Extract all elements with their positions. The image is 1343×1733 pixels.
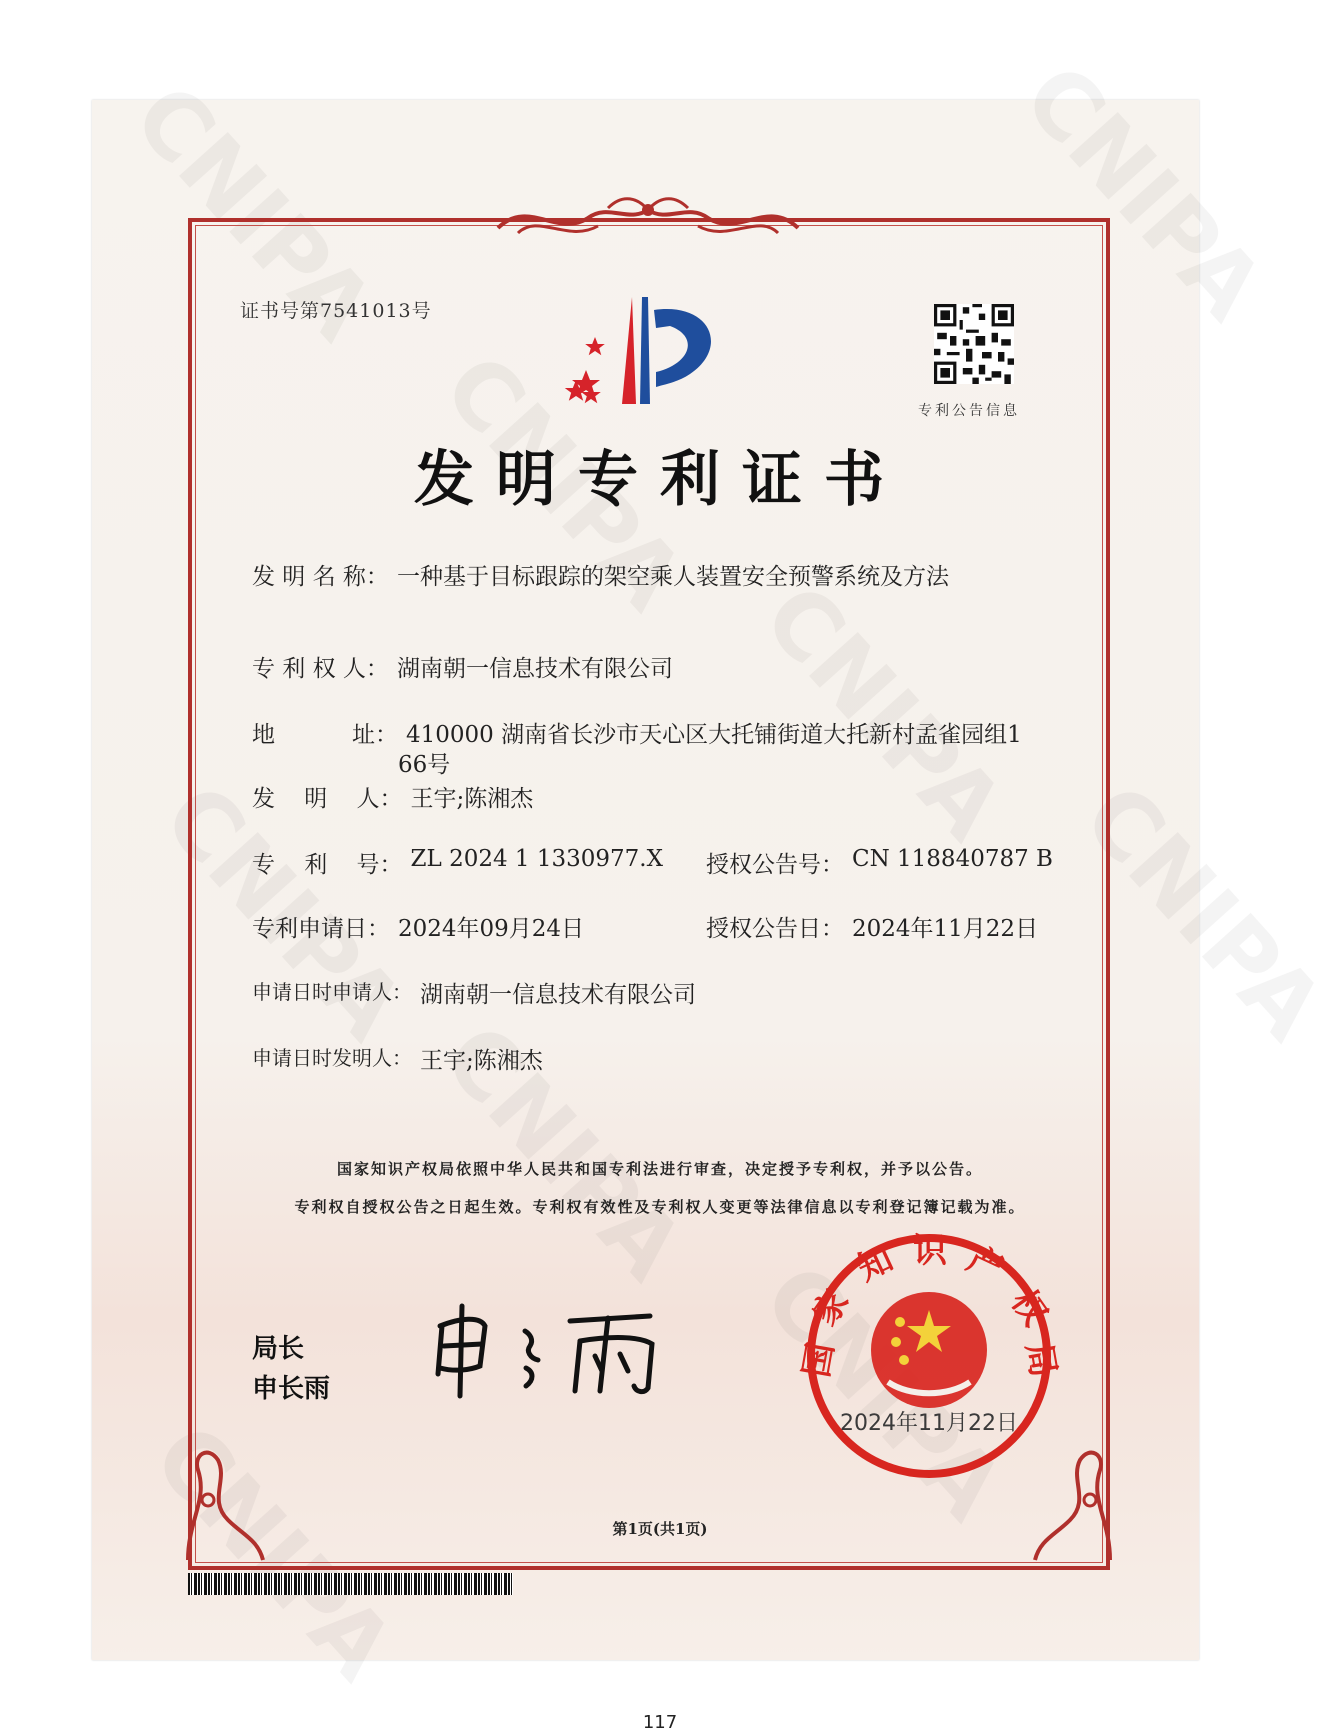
address-label: 地 [252, 722, 275, 748]
barcode [188, 1573, 513, 1595]
filing-date-row [252, 910, 584, 943]
svg-text:局: 局 [1018, 1339, 1064, 1381]
svg-text:2024年11月22日: 2024年11月22日 [840, 1411, 1018, 1436]
patentee-row [252, 650, 673, 683]
official-seal [796, 1231, 1064, 1482]
inventor-label: 发 明 人： [252, 786, 403, 812]
applicant-at-filing-label: 申请日时申请人： [252, 980, 412, 1004]
top-ornament [488, 188, 808, 250]
director-title: 局长 [252, 1334, 305, 1364]
invention-name-value: 一种基于目标跟踪的架空乘人装置安全预警系统及方法 [396, 564, 949, 590]
svg-text:识: 识 [913, 1231, 947, 1271]
svg-text:权: 权 [1002, 1282, 1056, 1334]
patent-no-label: 专 利 号： [252, 852, 403, 878]
patentee-value: 湖南朝一信息技术有限公司 [396, 656, 673, 682]
filing-date-label: 专利申请日： [252, 916, 390, 942]
inventor-row [252, 780, 533, 813]
notice-line-1: 国家知识产权局依照中华人民共和国专利法进行审查，决定授予专利权，并予以公告。 [336, 1160, 983, 1178]
address-row [252, 716, 1022, 749]
grant-pub-no-value: CN 118840787 B [852, 846, 1053, 872]
certificate-number: 证书号第7541013号 [240, 300, 432, 322]
qr-caption: 专利公告信息 [918, 403, 1020, 419]
invention-name-label: 发 明 名 称： [252, 564, 389, 590]
patent-no-value: ZL 2024 1 1330977.X [410, 846, 663, 872]
patentee-label: 专 利 权 人： [252, 656, 389, 682]
page-number: 117 [642, 1712, 678, 1733]
bottom-left-ornament [178, 1440, 268, 1570]
cnipa-logo [570, 292, 735, 417]
applicant-at-filing-row [252, 976, 696, 1009]
address-value-line2: 66号 [398, 752, 451, 778]
inventor-value: 王宇;陈湘杰 [410, 786, 534, 812]
inventor-at-filing-row [252, 1042, 543, 1075]
applicant-at-filing-value: 湖南朝一信息技术有限公司 [420, 982, 696, 1008]
grant-pub-date-row [706, 910, 1038, 943]
address-row-continued [398, 746, 450, 779]
invention-name-row [252, 558, 949, 591]
notice-line-2: 专利权自授权公告之日起生效。专利权有效性及专利权人变更等法律信息以专利登记簿记载为准。 [294, 1198, 1026, 1216]
page-footer: 第1页(共1页) [612, 1520, 708, 1538]
address-label-suffix: 址： [352, 722, 398, 748]
director-signature [430, 1296, 670, 1406]
director-name: 申长雨 [252, 1374, 331, 1404]
patent-no-row [252, 846, 663, 879]
svg-text:家: 家 [804, 1282, 858, 1334]
grant-pub-no-row [706, 846, 1053, 879]
filing-date-value: 2024年09月24日 [398, 916, 585, 942]
inventor-at-filing-value: 王宇;陈湘杰 [420, 1048, 543, 1074]
qr-code[interactable] [934, 304, 1014, 384]
address-value-line1: 410000 湖南省长沙市天心区大托铺街道大托新村孟雀园组1 [406, 722, 1022, 748]
svg-text:国: 国 [796, 1339, 842, 1381]
certificate-title: 发明专利证书 [414, 445, 906, 515]
svg-text:产: 产 [960, 1238, 1009, 1290]
grant-pub-date-label: 授权公告日： [706, 916, 844, 942]
svg-text:知: 知 [851, 1238, 900, 1290]
inventor-at-filing-label: 申请日时发明人： [252, 1046, 412, 1070]
grant-pub-no-label: 授权公告号： [706, 852, 844, 878]
grant-pub-date-value: 2024年11月22日 [852, 916, 1039, 942]
